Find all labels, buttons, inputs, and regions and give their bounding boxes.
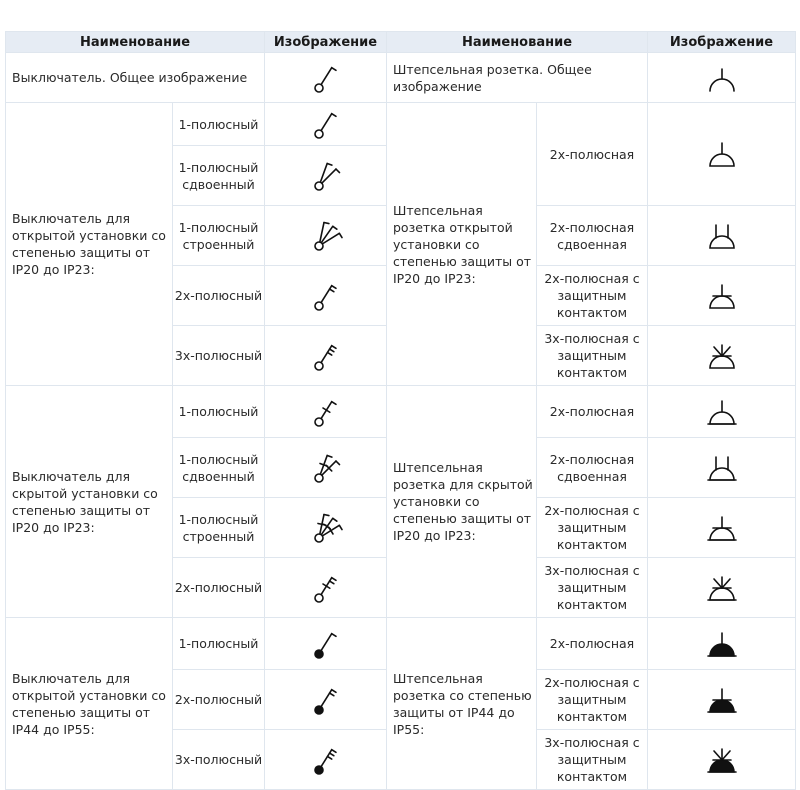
socket-dome — [710, 296, 734, 308]
switch-lever-tick — [331, 401, 335, 404]
switch-pole-tick — [329, 693, 333, 696]
socket-dome — [710, 356, 734, 368]
socket-hidden-2pole-double-icon — [704, 450, 740, 486]
switch-pole-tick — [329, 581, 333, 584]
switch-pole-tick — [329, 289, 333, 292]
left-group-label: Выключатель для скрытой установки со степенью защиты от IP20 до IP23: — [6, 386, 173, 618]
socket-sub-label: 2х-полюсная с защитным контактом — [537, 670, 648, 730]
socket-icon-cell — [648, 103, 796, 206]
socket-icon-cell — [648, 206, 796, 266]
socket-earth-ray — [714, 347, 722, 356]
switch-ip44-3pole-icon — [308, 742, 344, 778]
switch-sub-label: 3х-полюсный — [173, 730, 265, 790]
header-name-left: Наименование — [6, 32, 265, 53]
switch-icon-cell — [265, 558, 387, 618]
socket-earth-ray — [714, 579, 722, 588]
socket-sub-label: 3х-полюсная с защитным контактом — [537, 730, 648, 790]
switch-sub-label: 1-полюсный строенный — [173, 206, 265, 266]
switch-general-cell — [265, 53, 387, 103]
socket-open-3pole-earth-icon — [704, 338, 740, 374]
switch-lever-tick — [331, 689, 335, 692]
socket-dome — [710, 528, 734, 540]
socket-general-label: Штепсельная розетка. Общее изображение — [387, 53, 648, 103]
switch-lever-tick — [331, 67, 335, 70]
socket-sub-label: 3х-полюсная с защитным контактом — [537, 326, 648, 386]
switch-lever-tick — [323, 514, 328, 515]
switch-icon-cell — [265, 146, 387, 206]
socket-sub-label: 2х-полюсная — [537, 103, 648, 206]
switch-lever-tick — [331, 749, 335, 752]
socket-icon-cell — [648, 326, 796, 386]
right-group-label: Штепсельная розетка со степенью защиты от IP44 до IP55: — [387, 618, 537, 790]
socket-ip44-2pole-earth-icon — [704, 682, 740, 718]
switch-contact-circle — [315, 594, 323, 602]
header-image-left: Изображение — [265, 32, 387, 53]
switch-sub-label: 1-полюсный сдвоенный — [173, 438, 265, 498]
switch-hidden-1pole-icon — [308, 394, 344, 430]
switch-contact-circle — [315, 766, 323, 774]
switch-lever-tick — [331, 577, 335, 580]
switch-icon-cell — [265, 670, 387, 730]
socket-earth-ray — [714, 751, 722, 760]
switch-hidden-2pole-icon — [308, 570, 344, 606]
socket-general-cell — [648, 53, 796, 103]
switch-icon-cell — [265, 386, 387, 438]
switch-icon-cell — [265, 438, 387, 498]
switch-contact-circle — [315, 130, 323, 138]
switch-pole-tick — [327, 352, 331, 355]
switch-open-1pole-triple-icon — [308, 218, 344, 254]
socket-sub-label: 3х-полюсная с защитным контактом — [537, 558, 648, 618]
header-image-right: Изображение — [648, 32, 796, 53]
socket-icon-cell — [648, 266, 796, 326]
switch-hidden-1pole-double-icon — [308, 450, 344, 486]
switch-general-label: Выключатель. Общее изображение — [6, 53, 265, 103]
switch-open-1pole-double-icon — [308, 158, 344, 194]
switch-sub-label: 2х-полюсный — [173, 558, 265, 618]
switch-icon-cell — [265, 730, 387, 790]
switch-icon-cell — [265, 618, 387, 670]
socket-dome — [710, 154, 734, 166]
socket-icon-cell — [648, 386, 796, 438]
switch-lever-tick — [327, 163, 332, 165]
switch-sub-label: 3х-полюсный — [173, 326, 265, 386]
switch-lever-tick — [339, 233, 342, 237]
switch-lever — [321, 285, 332, 302]
switch-ip44-1pole-icon — [308, 626, 344, 662]
switch-icon-cell — [265, 266, 387, 326]
socket-dome — [710, 412, 734, 424]
switch-sub-label: 1-полюсный — [173, 618, 265, 670]
socket-open-2pole-icon — [704, 136, 740, 172]
socket-hidden-2pole-icon — [704, 394, 740, 430]
header-name-right: Наименование — [387, 32, 648, 53]
socket-dome — [710, 588, 734, 600]
right-group-label: Штепсельная розетка открытой установки со степенью защиты от IP20 до IP23: — [387, 103, 537, 386]
socket-icon-cell — [648, 670, 796, 730]
socket-dome — [710, 644, 734, 656]
switch-lever-tick — [331, 285, 335, 288]
switch-icon-cell — [265, 206, 387, 266]
switch-sub-label: 1-полюсный строенный — [173, 498, 265, 558]
socket-earth-ray — [722, 751, 730, 760]
switch-lever-tick — [327, 455, 332, 457]
socket-dome — [710, 236, 734, 248]
socket-icon-cell — [648, 618, 796, 670]
switch-contact-circle — [315, 362, 323, 370]
switch-sub-label: 1-полюсный сдвоенный — [173, 146, 265, 206]
switch-sub-label: 2х-полюсный — [173, 670, 265, 730]
switch-contact-circle — [315, 302, 323, 310]
switch-ip44-2pole-icon — [308, 682, 344, 718]
switch-open-1pole-icon — [308, 106, 344, 142]
socket-arc — [710, 79, 734, 91]
switch-lever-tick — [332, 226, 336, 229]
switch-lever-tick — [331, 633, 335, 636]
socket-general-icon — [704, 60, 740, 96]
socket-sub-label: 2х-полюсная — [537, 618, 648, 670]
socket-earth-ray — [722, 579, 730, 588]
socket-icon-cell — [648, 730, 796, 790]
socket-open-2pole-double-icon — [704, 218, 740, 254]
switch-contact-circle — [315, 418, 323, 426]
switch-open-2pole-icon — [308, 278, 344, 314]
switch-sub-label: 1-полюсный — [173, 103, 265, 146]
socket-dome — [710, 760, 734, 772]
switch-icon-cell — [265, 498, 387, 558]
switch-sub-label: 2х-полюсный — [173, 266, 265, 326]
switch-lever — [321, 689, 332, 706]
switch-pole-tick — [329, 349, 333, 352]
switch-sub-label: 1-полюсный — [173, 386, 265, 438]
switch-lever — [321, 67, 332, 84]
socket-sub-label: 2х-полюсная сдвоенная — [537, 206, 648, 266]
socket-ip44-3pole-earth-icon — [704, 742, 740, 778]
left-group-label: Выключатель для открытой установки со степенью защиты от IP20 до IP23: — [6, 103, 173, 386]
socket-hidden-2pole-earth-icon — [704, 510, 740, 546]
switch-lever-tick — [331, 114, 335, 117]
switch-contact-circle — [315, 706, 323, 714]
switch-lever — [321, 633, 332, 650]
switch-contact-circle — [315, 650, 323, 658]
socket-ip44-2pole-icon — [704, 626, 740, 662]
socket-icon-cell — [648, 438, 796, 498]
socket-open-2pole-earth-icon — [704, 278, 740, 314]
switch-open-3pole-icon — [308, 338, 344, 374]
socket-sub-label: 2х-полюсная с защитным контактом — [537, 498, 648, 558]
switch-hidden-1pole-triple-icon — [308, 510, 344, 546]
socket-icon-cell — [648, 498, 796, 558]
switch-lever-tick — [335, 461, 339, 465]
socket-sub-label: 2х-полюсная с защитным контактом — [537, 266, 648, 326]
left-group-label: Выключатель для открытой установки со степенью защиты от IP44 до IP55: — [6, 618, 173, 790]
socket-dome — [710, 468, 734, 480]
switch-contact-circle — [315, 84, 323, 92]
switch-pole-tick — [327, 756, 331, 759]
switch-icon-cell — [265, 326, 387, 386]
switch-pole-tick — [329, 753, 333, 756]
socket-sub-label: 2х-полюсная сдвоенная — [537, 438, 648, 498]
socket-earth-ray — [722, 347, 730, 356]
switch-lever-tick — [339, 525, 342, 529]
switch-lever-tick — [332, 518, 336, 521]
switch-icon-cell — [265, 103, 387, 146]
switch-general-icon — [308, 60, 344, 96]
switch-lever-tick — [335, 169, 339, 173]
socket-sub-label: 2х-полюсная — [537, 386, 648, 438]
symbols-table — [5, 31, 796, 790]
socket-dome — [710, 700, 734, 712]
right-group-label: Штепсельная розетка для скрытой установки со степенью защиты от IP20 до IP23: — [387, 386, 537, 618]
switch-lever — [321, 114, 332, 131]
switch-lever-tick — [323, 222, 328, 223]
socket-icon-cell — [648, 558, 796, 618]
switch-lever-tick — [331, 345, 335, 348]
socket-hidden-3pole-earth-icon — [704, 570, 740, 606]
